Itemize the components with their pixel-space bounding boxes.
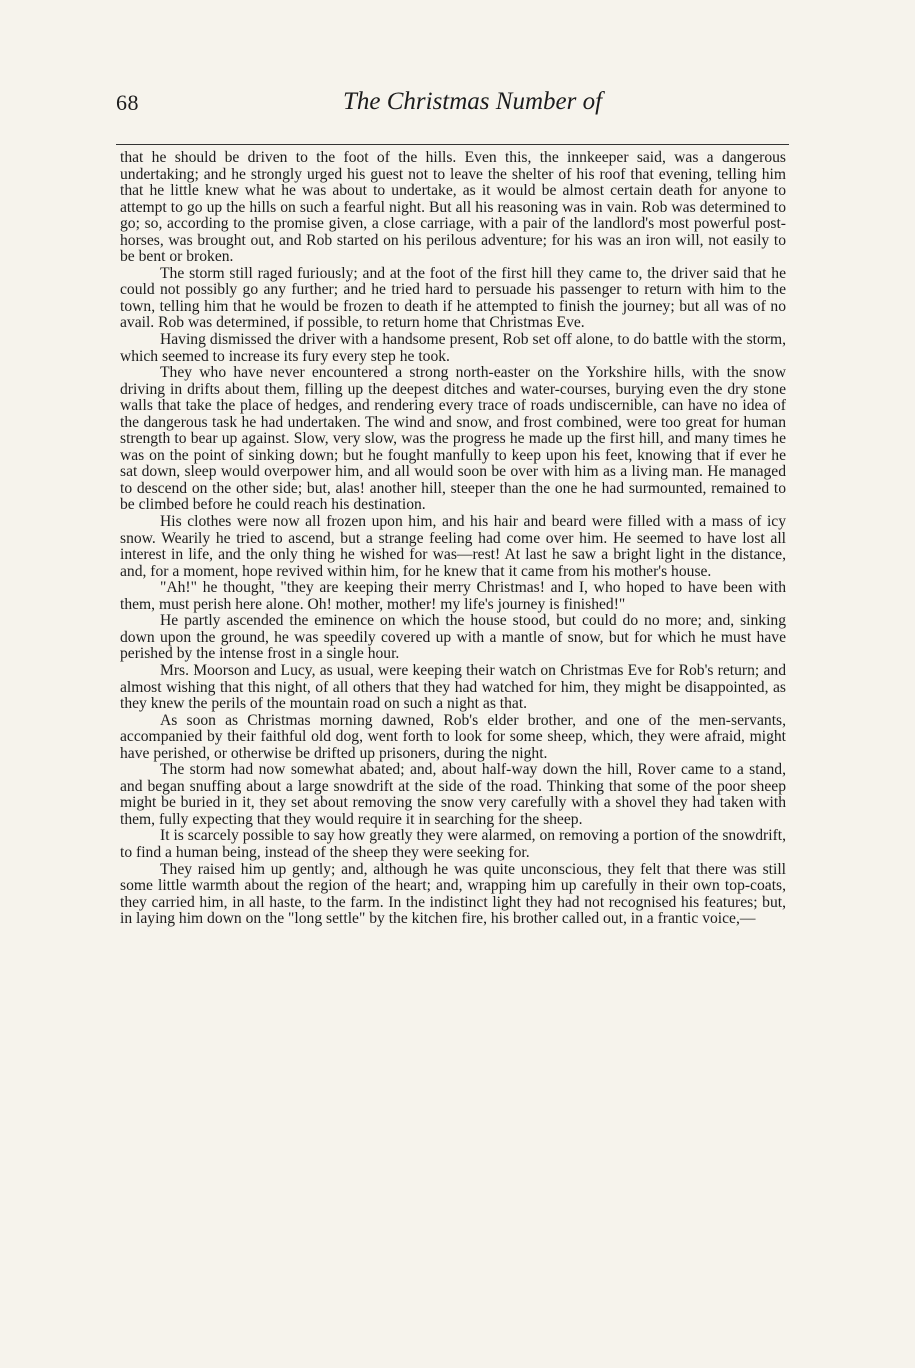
paragraph: He partly ascended the eminence on which the house stood, but could do no more; and, sinking down upon the ground, he was speedily covered up with a mantle of snow, but for which he must have perished by the intense frost in a single hour. xyxy=(120,612,786,663)
paragraph: "Ah!" he thought, "they are keeping their merry Christmas! and I, who hoped to have been with them, must perish here alone. Oh! mother, mother! my life's journey is finished!" xyxy=(120,579,786,613)
running-title: The Christmas Number of xyxy=(342,88,603,115)
paragraph: Having dismissed the driver with a handsome present, Rob set off alone, to do battle with the storm, which seemed to increase its fury every step he took. xyxy=(120,331,786,365)
paragraph: They raised him up gently; and, although he was quite unconscious, they felt that there was still some little warmth about the region of the heart; and, wrapping him up carefully in their own top-coats, they carried him, in all haste, to the farm. In the indistinct light they had not recognised his features; but, in laying him down on the "long settle" by the kitchen fire, his brother called out, in a frantic voice,— xyxy=(120,860,786,928)
paragraph: Mrs. Moorson and Lucy, as usual, were keeping their watch on Christmas Eve for Rob's return; and almost wishing that this night, of all others that they had watched for him, they might be disappointed, as they knew the perils of the mountain road on such a night as that. xyxy=(120,661,786,713)
paragraph: As soon as Christmas morning dawned, Rob's elder brother, and one of the men-servants, accompanied by their faithful old dog, went forth to look for some sheep, which, they were afraid, might have perished, or otherwise be drifted up prisoners, during the night. xyxy=(120,711,786,762)
paragraph: The storm had now somewhat abated; and, about half-way down the hill, Rover came to a stand, and began snuffing about a large snowdrift at the side of the road. Thinking that some of the poor sheep might be buried in it, they set about removing the snow very carefully with a shovel they had taken with them, fully expecting that they would require it in searching for the sheep. xyxy=(120,761,786,828)
paragraph: The storm still raged furiously; and at the foot of the first hill they came to, the driver said that he could not possibly go any further; and he tried hard to persuade his passenger to return with him to the town, telling him that he would be frozen to death if he attempted to finish the journey; but all was of no avail. Rob was determined, if possible, to return home that Christmas Eve. xyxy=(120,264,786,332)
paragraph: that he should be driven to the foot of the hills. Even this, the innkeeper said, was a dangerous undertaking; and he strongly urged his guest not to leave the shelter of his roof that evening, telling him that he little knew what he was about to undertake, as it would be almost certain death for anyone to attempt to go up the hills on such a fearful night. But all his reasoning was in vain. Rob was determined to go; so, according to the promise given, a close carriage, with a pair of the landlord's most powerful post-horses, was brought out, and Rob started on his perilous adventure; for his was an iron will, not easily to be bent or broken. xyxy=(120,149,786,266)
paragraph: It is scarcely possible to say how greatly they were alarmed, on removing a portion of the snowdrift, to find a human being, instead of the sheep they were seeking for. xyxy=(120,827,786,861)
paragraph: They who have never encountered a strong north-easter on the Yorkshire hills, with the snow driving in drifts about them, filling up the deepest ditches and water-courses, burying even the dry stone walls that take the place of hedges, and rendering every trace of roads undiscernible, can have no idea of the dangerous task he had undertaken. The wind and snow, and frost combined, were too great for human strength to bear up against. Slow, very slow, was the progress he made up the first hill, and many times he was on the point of sinking down; but he fought manfully to keep upon his feet, knowing that if ever he sat down, sleep would overpower him, and all would soon be over with him as a living man. He managed to descend on the other side; but, alas! another hill, steeper than the one he had surmounted, remained to be climbed before he could reach his destination. xyxy=(120,364,786,514)
page-number: 68 xyxy=(116,90,139,115)
paragraph: His clothes were now all frozen upon him, and his hair and beard were filled with a mass of icy snow. Wearily he tried to ascend, but a strange feeling had come over him. He seemed to have lost all interest in life, and the only thing he wished for was—rest! At last he saw a bright light in the distance, and, for a moment, hope revived within him, for he knew that it came from his mother's house. xyxy=(120,513,786,580)
header-rule xyxy=(116,144,789,145)
body-text xyxy=(120,150,786,928)
